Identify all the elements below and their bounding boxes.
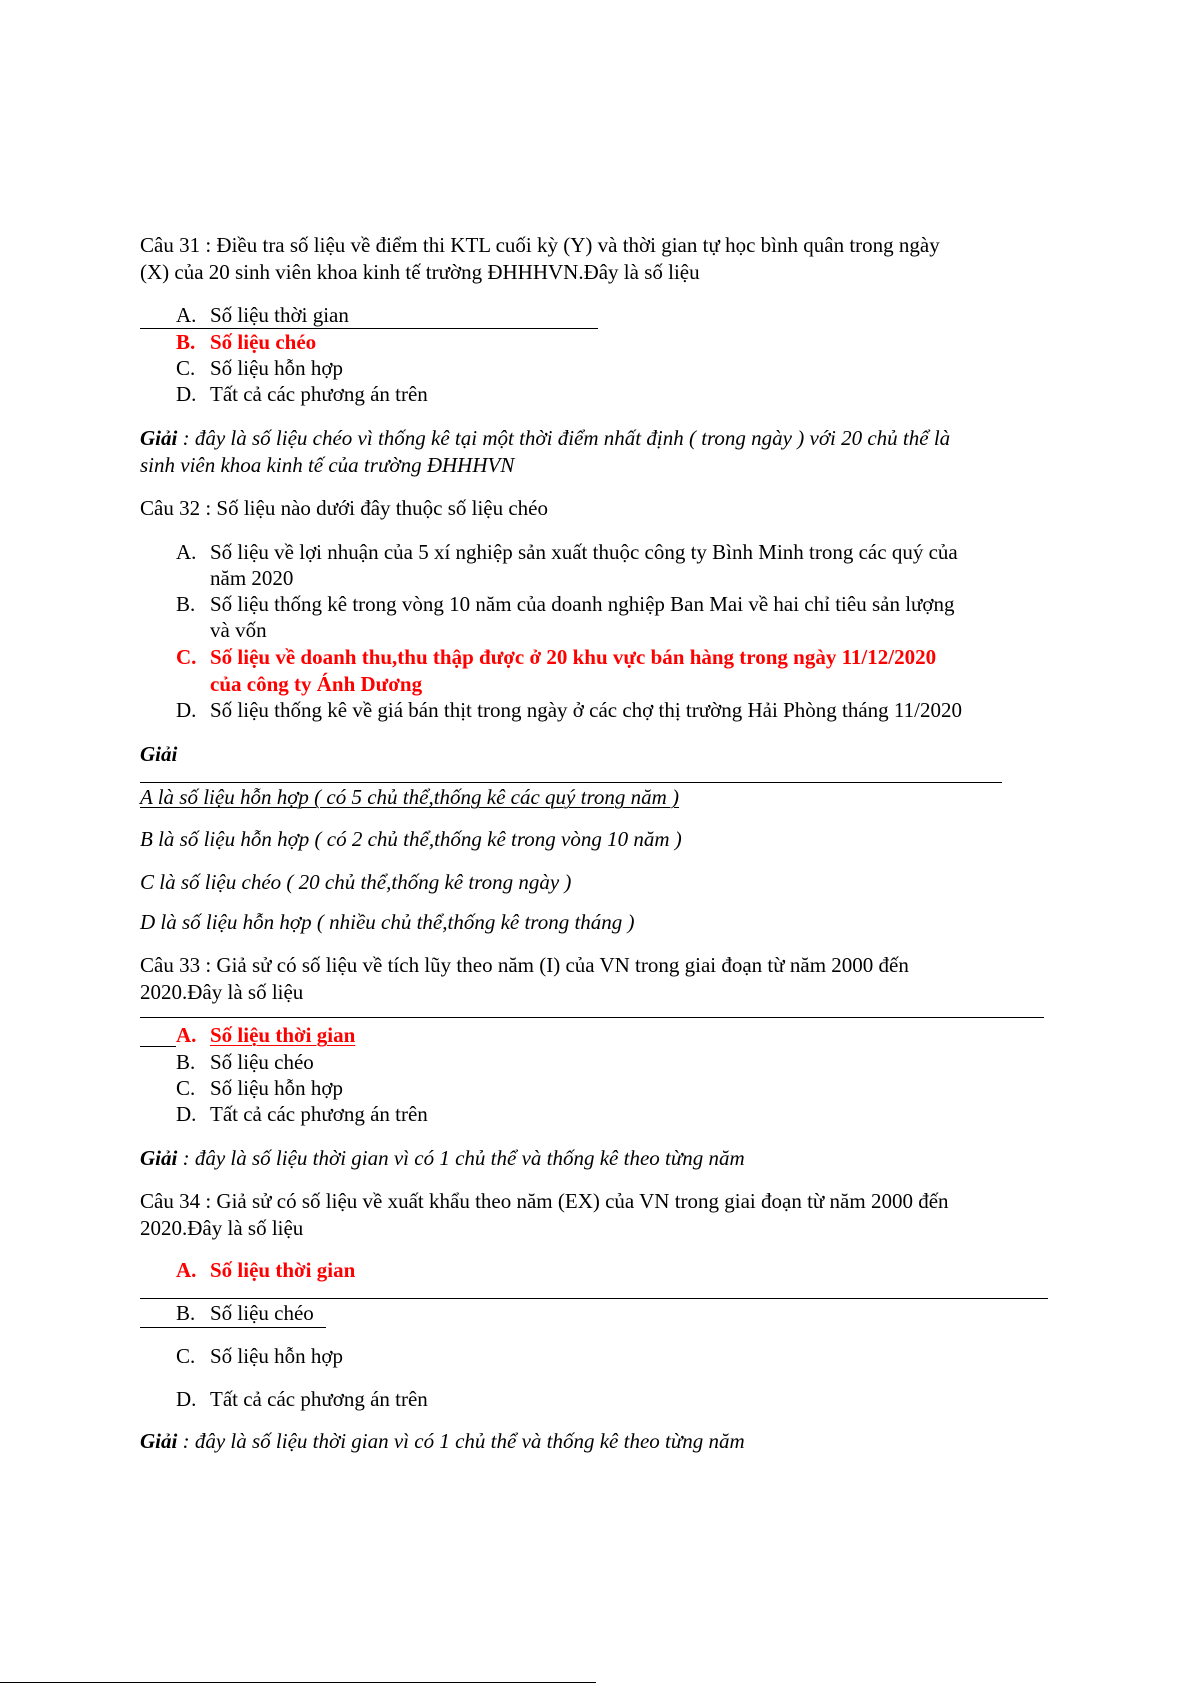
- rule-line: [140, 1017, 1044, 1018]
- q31-stem-line1: Câu 31 : Điều tra số liệu về điểm thi KTL cuối kỳ (Y) và thời gian tự học bình quân trong ngày: [140, 233, 940, 257]
- rule-line: [140, 1327, 326, 1328]
- q33-stem-line2: 2020.Đây là số liệu: [140, 980, 304, 1004]
- rule-line: [140, 1298, 1048, 1299]
- footer-rule: [0, 1682, 596, 1683]
- q32-stem: Câu 32 : Số liệu nào dưới đây thuộc số liệu chéo: [140, 496, 549, 520]
- q32-solution-label: Giải: [140, 742, 178, 766]
- q32-explanation-c: C là số liệu chéo ( 20 chủ thể,thống kê trong ngày ): [140, 870, 572, 894]
- q31-solution-line1: Giải : đây là số liệu chéo vì thống kê tại một thời điểm nhất định ( trong ngày ) với 20 chủ thể là: [140, 426, 951, 450]
- q32-explanation-a: A là số liệu hỗn hợp ( có 5 chủ thể,thống kê các quý trong năm ): [140, 785, 680, 809]
- q34-stem-line2: 2020.Đây là số liệu: [140, 1216, 304, 1240]
- document-page: Câu 31 : Điều tra số liệu về điểm thi KTL cuối kỳ (Y) và thời gian tự học bình quân trong ngày (X) của 20 sinh viên khoa kinh tế trường ĐHHHVN.Đây là số liệu A. Số liệu thời gian B. Số liệu chéo C. Số liệu hỗn hợp D. Tất cả các phương án trên Giải : đây là số liệu chéo vì thống kê tại một thời điểm nhất định ( trong ngày ) với 20 chủ thể là sinh viên khoa kinh tế của trường ĐHHHVN Câu 32 : Số liệu nào dưới đây thuộc số liệu chéo A. Số liệu về lợi nhuận của 5 xí nghiệp sản xuất thuộc công ty Bình Minh trong các quý của năm 2020 B. Số liệu thống kê trong vòng 10 năm của doanh nghiệp Ban Mai về hai chỉ tiêu sản lượng và vốn C. Số liệu về doanh thu,thu thập được ở 20 khu vực bán hàng trong ngày 11/12/2020 của công ty Ánh Dương D. Số liệu thống kê về giá bán thịt trong ngày ở các chợ thị trường Hải Phòng tháng 11/2020 Giải A là số liệu hỗn hợp ( có 5 chủ thể,thống kê các quý trong năm ) B là số liệu hỗn hợp ( có 2 chủ thể,thống kê trong vòng 10 năm ) C là số liệu chéo ( 20 chủ thể,thống kê trong ngày ) D là số liệu hỗn hợp ( nhiều chủ thể,thống kê trong tháng ) Câu 33 : Giả sử có số liệu về tích lũy theo năm (I) của VN trong giai đoạn từ năm 2000 đến 2020.Đây là số liệu A. Số liệu thời gian B. Số liệu chéo C. Số liệu hỗn hợp D. Tất cả các phương án trên Giải : đây là số liệu thời gian vì có 1 chủ thể và thống kê theo từng năm Câu 34 : Giả sử có số liệu về xuất khẩu theo năm (EX) của VN trong giai đoạn từ năm 2000 đến 2020.Đây là số liệu A. Số liệu thời gian B. Số liệu chéo C. Số liệu hỗn hợp D. Tất cả các phương án trên Giải : đây là số liệu thời gian vì có 1 chủ thể và thống kê theo từng năm: [0, 0, 1191, 1685]
- q32-explanation-d: D là số liệu hỗn hợp ( nhiều chủ thể,thống kê trong tháng ): [140, 910, 635, 934]
- solution-label: Giải: [140, 1429, 178, 1453]
- q31-solution-line2: sinh viên khoa kinh tế của trường ĐHHHVN: [140, 453, 515, 477]
- rule-line: [140, 328, 598, 329]
- rule-line: [140, 1046, 176, 1047]
- solution-label: Giải: [140, 1146, 178, 1170]
- q34-stem-line1: Câu 34 : Giả sử có số liệu về xuất khẩu theo năm (EX) của VN trong giai đoạn từ năm 2000 đến: [140, 1189, 949, 1213]
- q33-stem-line1: Câu 33 : Giả sử có số liệu về tích lũy theo năm (I) của VN trong giai đoạn từ năm 2000 đến: [140, 953, 909, 977]
- q32-explanation-b: B là số liệu hỗn hợp ( có 2 chủ thể,thống kê trong vòng 10 năm ): [140, 827, 682, 851]
- q33-solution: Giải : đây là số liệu thời gian vì có 1 chủ thể và thống kê theo từng năm: [140, 1146, 745, 1170]
- q31-stem-line2: (X) của 20 sinh viên khoa kinh tế trường ĐHHHVN.Đây là số liệu: [140, 260, 700, 284]
- q34-solution: Giải : đây là số liệu thời gian vì có 1 chủ thể và thống kê theo từng năm: [140, 1429, 745, 1453]
- rule-line: [140, 782, 1002, 783]
- solution-label: Giải: [140, 426, 178, 450]
